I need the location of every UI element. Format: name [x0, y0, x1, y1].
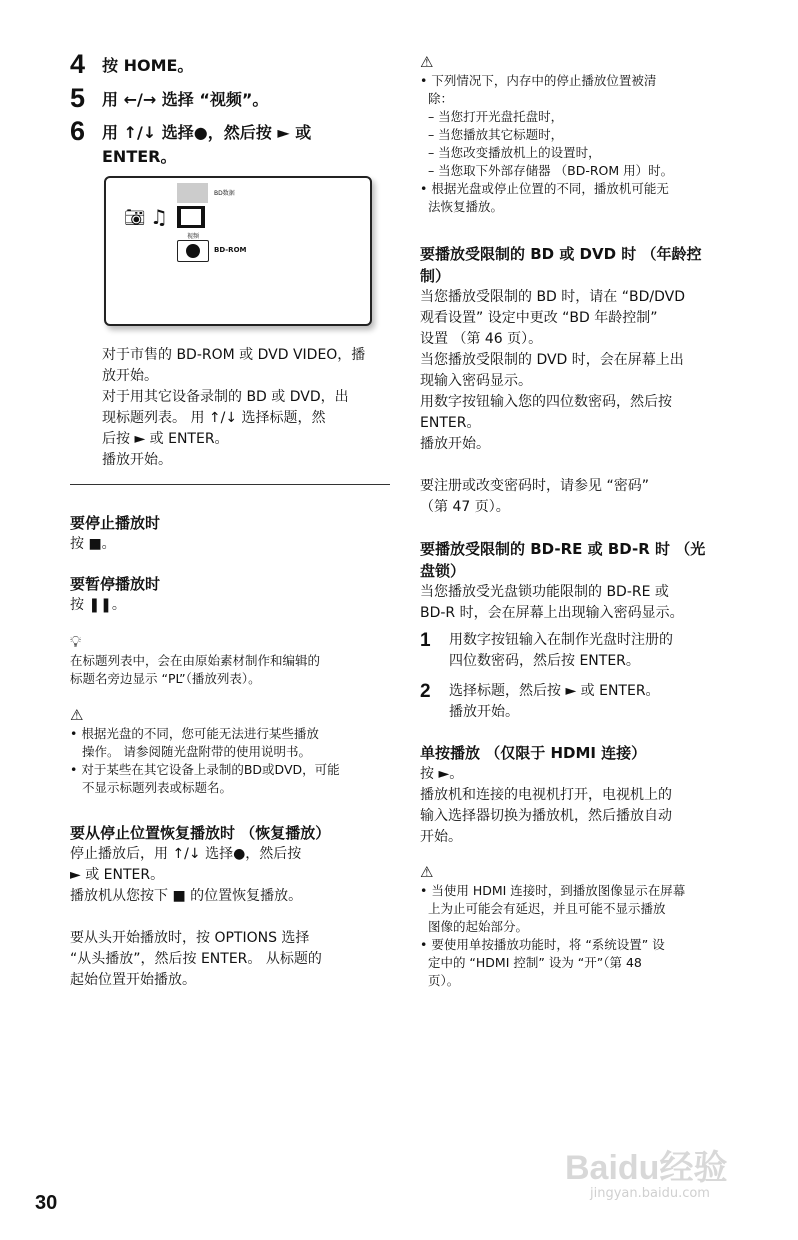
note-icon: ⚠︎ [420, 53, 434, 71]
note-text: – 当您打开光盘托盘时， [420, 109, 564, 124]
note-text: 法恢复播放。 [420, 199, 503, 214]
note-text: 页）。 [420, 973, 460, 988]
body-text: 用数字按钮输入您的四位数密码，然后按 [420, 394, 672, 410]
body-text: 设置 （第 46 页）。 [420, 331, 543, 347]
note-text: • 根据光盘或停止位置的不同，播放机可能无 [420, 181, 669, 196]
step-text: 按 HOME。 [102, 56, 194, 75]
music-icon: ♫ [150, 205, 168, 229]
body-text: 对于用其它设备录制的 BD 或 DVD，出 [102, 389, 349, 405]
bd-data-label: BD数据 [214, 190, 235, 197]
body-text: “从头播放”，然后按 ENTER。 从标题的 [70, 951, 322, 967]
disclock-heading: 盘锁） [420, 562, 466, 580]
bd-data-disc-icon [177, 183, 208, 203]
step-number: 2 [420, 681, 431, 702]
step-text: 用数字按钮输入在制作光盘时注册的 [449, 632, 673, 648]
note-text: • 当使用 HDMI 连接时，到播放图像显示在屏幕 [420, 883, 686, 898]
body-text: 要从头开始播放时，按 OPTIONS 选择 [70, 930, 310, 946]
video-film-icon [177, 206, 205, 228]
video-label: 视频 [187, 233, 200, 240]
step-6 [70, 116, 312, 166]
body-text: 播放开始。 [420, 436, 490, 452]
step-text: 用 ↑/↓ 选择●，然后按 ► 或 [102, 123, 312, 142]
stop-heading: 要停止播放时 [70, 514, 161, 532]
home-menu-illustration [104, 176, 372, 326]
bd-rom-label: BD-ROM [214, 246, 247, 254]
watermark-url: jingyan.baidu.com [590, 1186, 710, 1201]
body-text: 播放机从您按下 ■ 的位置恢复播放。 [70, 888, 303, 904]
note-text: – 当您播放其它标题时， [420, 127, 564, 142]
body-text: 观看设置” 设定中更改 “BD 年龄控制” [420, 310, 658, 326]
step-text: 播放开始。 [449, 704, 519, 720]
body-text: 放开始。 [102, 368, 158, 384]
body-text: 播放机和连接的电视机打开，电视机上的 [420, 787, 672, 803]
body-text: 停止播放后，用 ↑/↓ 选择●，然后按 [70, 846, 302, 862]
note-bullet: • 对于某些在其它设备上录制的BD或DVD，可能 不显示标题列表或标题名。 [70, 762, 340, 795]
onetouch-heading: 单按播放 （仅限于 HDMI 连接） [420, 744, 647, 762]
page-number: 30 [35, 1192, 58, 1214]
camera-icon: 📷︎ [124, 208, 146, 228]
note-text: • 下列情况下，内存中的停止播放位置被清 [420, 73, 657, 88]
resume-heading: 要从停止位置恢复播放时 （恢复播放） [70, 824, 331, 842]
body-text: 输入选择器切换为播放机，然后播放自动 [420, 808, 672, 824]
note-text: 上为止可能会有延迟，并且可能不显示播放 [420, 901, 666, 916]
body-text: 起始位置开始播放。 [70, 972, 196, 988]
bd-rom-disc-icon[interactable] [177, 240, 209, 262]
disclock-step-2 [420, 681, 750, 723]
tip-text: 标题名旁边显示 “PL”（播放列表）。 [70, 671, 261, 686]
step-number: 4 [70, 49, 86, 79]
body-text: ► 或 ENTER。 [70, 867, 165, 883]
step-4 [70, 49, 194, 79]
tip-icon: 💡︎ [70, 632, 82, 651]
body-text: BD-R 时，会在屏幕上出现输入密码显示。 [420, 605, 684, 621]
divider [70, 484, 390, 485]
body-text: 后按 ► 或 ENTER。 [102, 431, 229, 447]
body-text: 现标题列表。 用 ↑/↓ 选择标题，然 [102, 410, 326, 426]
body-text: 开始。 [420, 829, 462, 845]
stop-body: 按 ■。 [70, 536, 116, 552]
note-bullet: • 根据光盘的不同，您可能无法进行某些播放 操作。 请参阅随光盘附带的使用说明书。 [70, 726, 319, 759]
body-text: （第 47 页）。 [420, 499, 510, 515]
disclock-heading: 要播放受限制的 BD-RE 或 BD-R 时 （光 [420, 540, 706, 558]
body-text: 当您播放受限制的 DVD 时，会在屏幕上出 [420, 352, 684, 368]
body-text: ENTER。 [420, 415, 481, 431]
disclock-step-1 [420, 630, 750, 672]
step-text: 四位数密码，然后按 ENTER。 [449, 653, 640, 669]
pause-body: 按 ❚❚。 [70, 597, 126, 613]
step-text: 选择标题，然后按 ► 或 ENTER。 [449, 683, 660, 699]
body-text: 播放开始。 [102, 452, 172, 468]
note-text: • 要使用单按播放功能时，将 “系统设置” 设 [420, 937, 665, 952]
step-number: 1 [420, 630, 431, 651]
body-text: 要注册或改变密码时，请参见 “密码” [420, 478, 649, 494]
step-text: ENTER。 [102, 147, 177, 166]
note-text: 除： [420, 91, 453, 106]
spacer [420, 455, 702, 476]
note-icon: ⚠︎ [70, 706, 84, 724]
note-text: 定中的 “HDMI 控制” 设为 “开”（第 48 [420, 955, 642, 970]
body-text: 现输入密码显示。 [420, 373, 532, 389]
step-number: 6 [70, 116, 86, 146]
parental-heading: 要播放受限制的 BD 或 DVD 时 （年龄控 [420, 245, 702, 263]
parental-heading: 制） [420, 267, 451, 285]
body-text: 按 ►。 [420, 766, 464, 782]
body-text: 对于市售的 BD-ROM 或 DVD VIDEO，播 [102, 347, 366, 363]
spacer [70, 907, 330, 928]
note-text: – 当您改变播放机上的设置时， [420, 145, 601, 160]
note-text: – 当您取下外部存储器 （BD-ROM 用）时。 [420, 163, 674, 178]
note-text: 图像的起始部分。 [420, 919, 528, 934]
note-icon: ⚠︎ [420, 863, 434, 881]
step-5 [70, 83, 269, 113]
tip-text: 在标题列表中，会在由原始素材制作和编辑的 [70, 653, 321, 668]
body-text: 当您播放受光盘锁功能限制的 BD-RE 或 [420, 584, 669, 600]
step-number: 5 [70, 83, 86, 113]
pause-heading: 要暂停播放时 [70, 575, 161, 593]
baidu-watermark-logo: Baidu经验 [565, 1149, 728, 1187]
body-text: 当您播放受限制的 BD 时，请在 “BD/DVD [420, 289, 685, 305]
step-text: 用 ←/→ 选择 “视频”。 [102, 90, 269, 109]
